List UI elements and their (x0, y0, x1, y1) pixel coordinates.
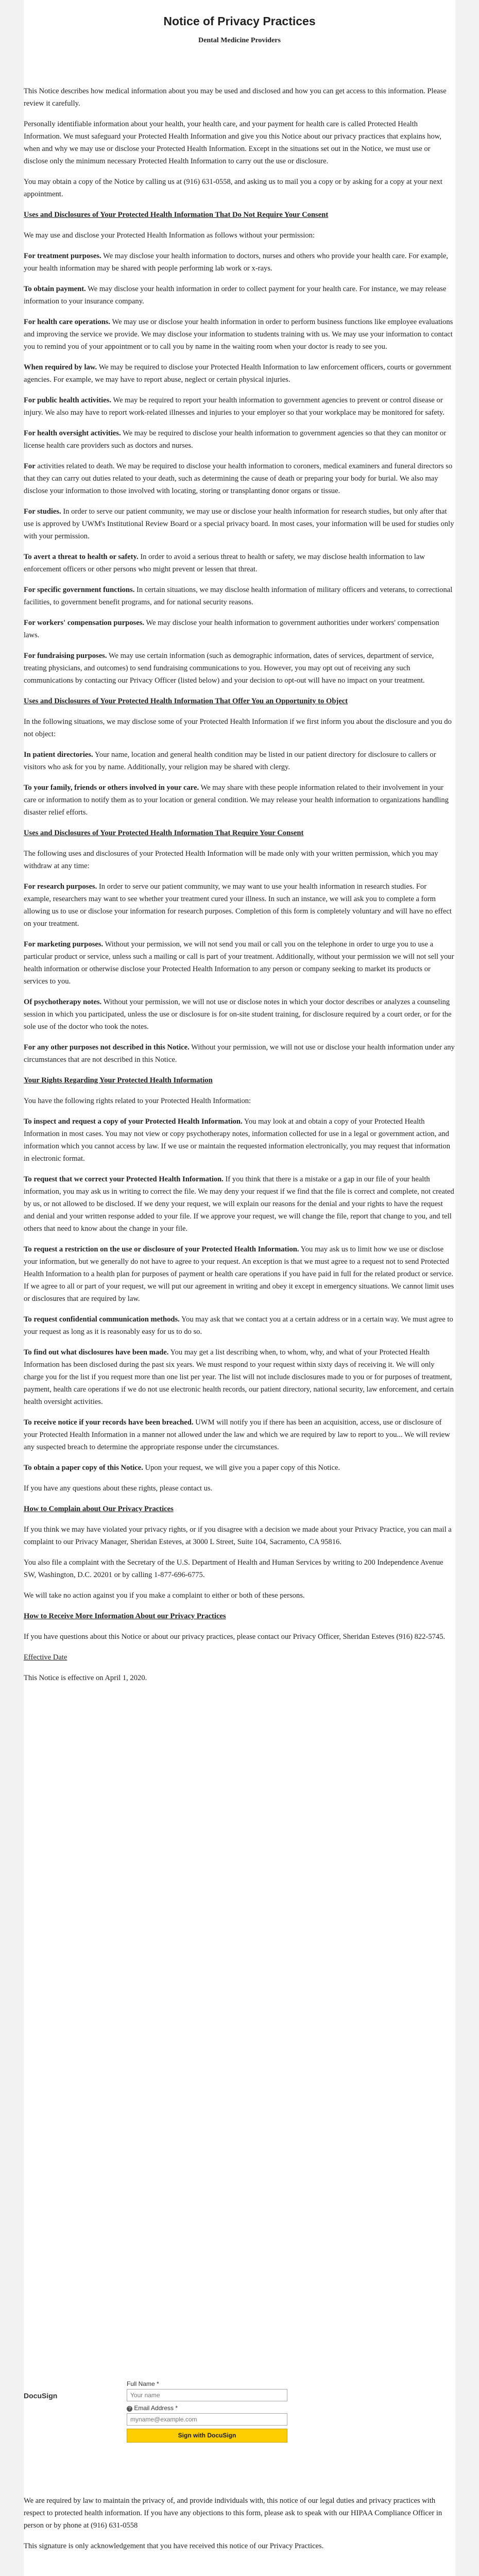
notice-paragraph (24, 427, 455, 452)
paragraph-text: UWM will notify you if there has been an acquisition, access, use or disclosure of your Protected Health Information in a manner not allowed under the law and which we are required by law to report to you... We will review any suspected breach to determine the appropriate response under the circumstances. (24, 1418, 450, 1451)
paragraph-text: If you think that there is a mistake or a gap in our file of your health information, you may ask us in writing to correct the file. We may deny your request if we find that the file is correct and complete, not created by us, or not allowed to be disclosed. If we deny your request, we will explain our reasons for the denial and your rights to have the request and denial and your written response added to your file. If we approve your request, we will change the file, report that change to you, and tell others that need to know about the change in your file. (24, 1175, 454, 1233)
notice-paragraph (24, 1173, 455, 1235)
notice-paragraph: We will take no action against you if you make a complaint to either or both of these persons. (24, 1591, 305, 1600)
notice-paragraph: The following uses and disclosures of your Protected Health Information will be made only with your written permission, which you may withdraw at any time: (24, 850, 438, 870)
notice-paragraph (24, 316, 455, 353)
paragraph-lead: To avert a threat to health or safety. (24, 553, 139, 561)
notice-paragraph (24, 1346, 455, 1408)
notice-paragraph (24, 283, 455, 308)
paragraph-lead: Of psychotherapy notes. (24, 998, 102, 1006)
notice-paragraph (24, 1115, 455, 1165)
paragraph-lead: To your family, friends or others involved in your care. (24, 784, 199, 792)
paragraph-text: In certain situations, we may disclose health information of military officers and veterans, to correctional facilities, to government benefit programs, and for national security reasons. (24, 586, 453, 606)
paragraph-text: In order to serve our patient community, we may use or disclose your health information for research studies, but only after that use is approved by UWM's Institutional Review Board or a special privacy board. In most cases, your information will be used for studies only with your permission. (24, 507, 454, 540)
docusign-box (127, 2380, 287, 2443)
paragraph-lead: To find out what disclosures have been made. (24, 1348, 169, 1357)
paragraph-lead: To request that we correct your Protected Health Information. (24, 1175, 224, 1183)
page-title: Notice of Privacy Practices (163, 14, 316, 28)
paragraph-text: We may disclose your health information in order to collect payment for your health care. For instance, we may release information to your insurance company. (24, 285, 447, 306)
notice-document (24, 0, 455, 2576)
paragraph-lead: For specific government functions. (24, 586, 135, 594)
legal-duties-paragraph: We are required by law to maintain the privacy of, and provide individuals with, this notice of our legal duties and privacy practices with respect to protected health information. If you have any objections to this form, please ask to speak with our HIPAA Compliance Officer in person or by phone at (916) 631-0558 (24, 2497, 442, 2530)
paragraph-text: You may ask that we contact you at a certain address or in a certain way. We must agree to your request as long as it is reasonably easy for us to do so. (24, 1315, 453, 1336)
paragraph-text: In order to avoid a serious threat to health or safety, we may disclose health information to law enforcement officers or other persons who might prevent or lessen that threat. (24, 553, 425, 573)
paragraph-text: We may be required to disclose your Protected Health Information to law enforcement officers, courts or government agencies. For example, we may have to report abuse, neglect or certain physical injuries. (24, 363, 452, 384)
notice-paragraph: You may obtain a copy of the Notice by calling us at (916) 631-0558, and asking us to mail you a copy or by asking for a copy at your next appointment. (24, 178, 442, 198)
email-label: ? Email Address * (127, 2404, 287, 2412)
paragraph-text: We may disclose your health information to government authorities under workers' compensation laws. (24, 619, 439, 639)
notice-paragraph: You also file a complaint with the Secretary of the U.S. Department of Health and Human Services by writing to 200 Independence Avenue SW, Washington, D.C. 20201 or by calling 1-877-696-6775. (24, 1558, 443, 1579)
paragraph-text: We may use certain information (such as demographic information, dates of services, department of service, treating physicians, and outcomes) to send fundraising communications to you. However, you may opt out of receiving any such communications by contacting our Privacy Officer (listed below) and your decision to opt-out will have no impact on your treatment. (24, 652, 434, 685)
notice-paragraph (24, 617, 455, 641)
paragraph-lead: For (24, 462, 36, 470)
acknowledgement-paragraph: This signature is only acknowledgement that you have received this notice of our Privacy Practices. (24, 2542, 324, 2550)
notice-paragraph: This Notice describes how medical information about you may be used and disclosed and how you can get access to this information. Please review it carefully. (24, 87, 447, 108)
notice-paragraph (24, 1243, 455, 1305)
question-circle-icon: ? (127, 2406, 132, 2412)
paragraph-text: We may disclose your health information to doctors, nurses and others who provide your health care. For example, your health information may be shared with people performing lab work or x-rays. (24, 252, 448, 273)
notice-paragraph (24, 250, 455, 275)
paragraph-lead: For health oversight activities. (24, 429, 121, 437)
paragraph-lead: For treatment purposes. (24, 252, 101, 260)
notice-paragraph (24, 938, 455, 988)
full-name-label: Full Name * (127, 2380, 159, 2387)
notice-paragraph (24, 782, 455, 819)
notice-paragraph: If you have questions about this Notice or about our privacy practices, please contact our Privacy Officer, Sheridan Esteves (916) 822-5745. (24, 1633, 446, 1641)
notice-paragraph (24, 551, 455, 575)
notice-paragraph: If you have any questions about these rights, please contact us. (24, 1484, 213, 1493)
notice-paragraph (24, 505, 455, 543)
paragraph-text: activities related to death. We may be required to disclose your health information to coroners, medical examiners and funeral directors so that they can carry out duties related to your death, such as determining the cause of death or preparing your body for burial. We also may disclose your information to those involved with locating, storing or transplanting donor organs or tissue. (24, 462, 453, 495)
paragraph-text: Without your permission, we will not use or disclose your health information under any circumstances that are not described in this Notice. (24, 1043, 455, 1064)
paragraph-lead: For studies. (24, 507, 61, 516)
notice-paragraph (24, 880, 455, 930)
notice-paragraph (24, 460, 455, 497)
notice-paragraph (24, 1462, 455, 1474)
paragraph-text: In order to serve our patient community, we may want to use your health information in research studies. For example, researchers may want to see whether your treatment cured your illness. In such an instance, we will ask you to complete a form allowing us to use or disclose your information for research purposes. Completion of this form is completely voluntary and will have no effect on your treatment. (24, 883, 452, 928)
paragraph-lead: To receive notice if your records have been breached. (24, 1418, 194, 1427)
paragraph-text: We may share with these people information related to their involvement in your care or information to notify them as to your location or general condition. We may release your health information to organizations handling disaster relief efforts. (24, 784, 449, 817)
paragraph-text: Without your permission, we will not send you mail or call you on the telephone in order to urge you to use a particular product or service, unless such a mailing or call is part of your treatment. Additionally, without your permission we will not sell your health information or otherwise disclose your Protected Health Information to any person or company seeking to market its products or services to you. (24, 940, 454, 986)
paragraph-text: We may be required to report your health information to government agencies to prevent or control disease or injury. We also may have to report work-related illnesses and injuries to your employer so that your workplace may be monitored for safety. (24, 396, 444, 417)
paragraph-lead: To obtain payment. (24, 285, 86, 293)
paragraph-lead: For research purposes. (24, 883, 97, 891)
paragraph-text: Without your permission, we will not use or disclose notes in which your doctor describes or analyzes a counseling session in which you participated, unless the use or disclosure is for on-site student training, for disclosure required by a court order, or for the sole use of the doctor who took the notes. (24, 998, 452, 1031)
section-heading: How to Receive More Information About our Privacy Practices (24, 1612, 226, 1620)
paragraph-lead: When required by law. (24, 363, 97, 371)
effective-date-heading: Effective Date (24, 1653, 67, 1662)
paragraph-text: We may be required to disclose your health information to government agencies so that they can monitor or license health care providers such as doctors and nurses. (24, 429, 447, 450)
notice-paragraph: This Notice is effective on April 1, 2020. (24, 1674, 147, 1682)
paragraph-text: You may get a list describing when, to whom, why, and what of your Protected Health Information has been disclosed during the past six years. We must respond to your request within sixty days of receiving it. We will only charge you for the list if you request more than one list per year. The list will not include disclosures made to you or for purposes of treatment, payment, health care operations if we do not use electronic health records, our patient directory, national security, law enforcement, and certain health oversight activities. (24, 1348, 454, 1406)
section-heading: How to Complain about Our Privacy Practices (24, 1505, 174, 1513)
full-name-input[interactable] (127, 2389, 287, 2401)
paragraph-lead: For any other purposes not described in this Notice. (24, 1043, 190, 1052)
acknowledgement-text (24, 2495, 455, 2561)
paragraph-lead: For marketing purposes. (24, 940, 104, 948)
page-subtitle: Dental Medicine Providers (198, 37, 281, 44)
paragraph-lead: For workers' compensation purposes. (24, 619, 145, 627)
notice-paragraph (24, 361, 455, 386)
paragraph-lead: For public health activities. (24, 396, 111, 404)
docusign-label: DocuSign (24, 2392, 58, 2400)
paragraph-text: Upon your request, we will give you a paper copy of this Notice. (143, 1464, 340, 1472)
paragraph-lead: In patient directories. (24, 751, 93, 759)
paragraph-lead: For health care operations. (24, 318, 111, 326)
paragraph-lead: To request a restriction on the use or disclosure of your Protected Health Information. (24, 1245, 299, 1253)
notice-paragraph: In the following situations, we may disclose some of your Protected Health Information if we first inform you about the disclosure and you do not object: (24, 718, 452, 738)
paragraph-text: You may ask us to limit how we use or disclose your information, but we generally do not have to agree to your request. An exception is that we must agree to a request not to send Protected Health Information to a health plan for purposes of payment or health care operations if you have paid in full for the related product or service. If we agree to all or part of your request, we will put our agreement in writing and obey it except in emergency situations. We cannot limit uses or disclosures that are required by law. (24, 1245, 454, 1303)
section-heading: Your Rights Regarding Your Protected Health Information (24, 1076, 213, 1084)
notice-paragraph: You have the following rights related to your Protected Health Information: (24, 1097, 251, 1105)
notice-paragraph (24, 584, 455, 608)
section-heading: Uses and Disclosures of Your Protected Health Information That Require Your Consent (24, 829, 304, 837)
paragraph-text: Your name, location and general health condition may be listed in our patient directory for disclosure to callers or visitors who ask for you by name. Additionally, your religion may be shared with clergy. (24, 751, 436, 771)
paragraph-lead: For fundraising purposes. (24, 652, 107, 660)
paragraph-lead: To request confidential communication methods. (24, 1315, 180, 1324)
section-heading: Uses and Disclosures of Your Protected Health Information That Offer You an Opportunity to Object (24, 697, 348, 705)
email-input[interactable] (127, 2413, 287, 2426)
notice-paragraph (24, 1041, 455, 1066)
notice-paragraph: If you think we may have violated your privacy rights, or if you disagree with a decision we made about your Privacy Practice, you can mail a complaint to our Privacy Manager, Sheridan Esteves, at 3000 L Street, Suite 104, Sacramento, CA 95816. (24, 1526, 452, 1546)
paragraph-lead: To inspect and request a copy of your Protected Health Information. (24, 1117, 243, 1126)
notice-paragraph (24, 996, 455, 1033)
paragraph-text: We may use or disclose your health information in order to perform business functions like employee evaluations and improving the service we provide. We may disclose your information to students training with us. We may use your information to contact you to remind you of your appointment or to call you by name in the waiting room when your doctor is ready to see you. (24, 318, 453, 351)
notice-paragraph (24, 749, 455, 773)
notice-paragraph (24, 394, 455, 419)
paragraph-lead: To obtain a paper copy of this Notice. (24, 1464, 143, 1472)
notice-paragraph (24, 650, 455, 687)
paragraph-text: You may look at and obtain a copy of your Protected Health Information in most cases. You may not view or copy psychotherapy notes, information collected for use in a legal or government action, and information which you cannot access by law. If we use or maintain the requested information electronically, you may request that information in electronic format. (24, 1117, 451, 1163)
notice-paragraph: Personally identifiable information about your health, your health care, and your payment for health care is called Protected Health Information. We must safeguard your Protected Health Information and give you this Notice about our privacy practices that explains how, when and why we may use or disclose your Protected Health Information. Except in the situations set out in the Notice, we must use or disclose only the minimum necessary Protected Health Information to carry out the use or disclosure. (24, 120, 441, 165)
notice-paragraph: We may use and disclose your Protected Health Information as follows without your permission: (24, 231, 315, 240)
notice-paragraph (24, 1416, 455, 1453)
notice-body (24, 85, 455, 1684)
notice-paragraph (24, 1313, 455, 1338)
section-heading: Uses and Disclosures of Your Protected Health Information That Do Not Require Your Consent (24, 211, 329, 219)
sign-with-docusign-button[interactable]: Sign with DocuSign (127, 2429, 287, 2443)
